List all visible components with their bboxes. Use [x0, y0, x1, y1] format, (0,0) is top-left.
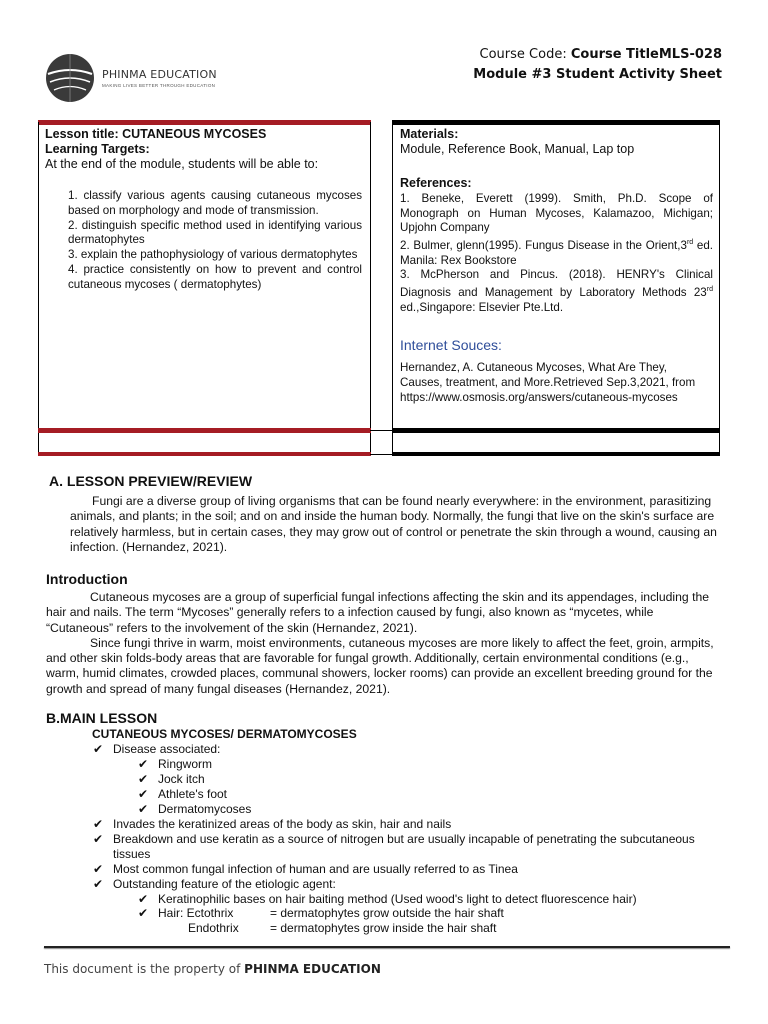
materials-label: Materials: [400, 127, 459, 141]
divider [719, 122, 720, 455]
references-label: References: [400, 176, 472, 190]
phinma-logo [44, 52, 224, 104]
footer-divider [44, 946, 730, 948]
divider [38, 122, 39, 455]
list-item: ✔ Most common fungal infection of human and are usually referred to as Tinea [93, 862, 518, 876]
check-icon: ✔ [138, 802, 149, 816]
section-b-heading: B.MAIN LESSON [46, 710, 158, 726]
list-item-definition: = dermatophytes grow outside the hair shaft [270, 906, 504, 920]
section-b-subheading: CUTANEOUS MYCOSES/ DERMATOMYCOSES [92, 727, 357, 741]
reference-item: 3. McPherson and Pincus. (2018). HENRY's Clinical Diagnosis and Management by Laboratory Methods 23rd ed.,Singapore: Elsevier Pte.Ltd. [400, 268, 713, 314]
list-item: ✔ Outstanding feature of the etiologic agent: [93, 877, 336, 891]
divider [392, 122, 393, 455]
check-icon: ✔ [138, 787, 149, 801]
list-item: ✔ Hair: Ectothrix [138, 906, 234, 920]
list-item: ✔ Keratinophilic bases on hair baiting method (Used wood's light to detect fluorescence hair) [138, 892, 637, 906]
check-icon: ✔ [93, 817, 104, 831]
list-item: ✔ Breakdown and use keratin as a source of nitrogen but are usually incapable of penetrating the subcutaneous [93, 832, 695, 846]
internet-source-citation: Hernandez, A. Cutaneous Mycoses, What Are They, Causes, treatment, and More.Retrieved Sep.3,2021, from https://www.osmosis.org/answers/cutaneous-mycoses [400, 361, 696, 404]
course-code [480, 47, 722, 62]
check-icon: ✔ [138, 757, 149, 771]
list-item-sublabel: Endothrix [188, 921, 239, 935]
check-icon: ✔ [138, 892, 149, 906]
list-item-definition: = dermatophytes grow inside the hair shaft [270, 921, 497, 935]
learning-targets-label: Learning Targets: [45, 142, 150, 156]
introduction-paragraph: Since fungi thrive in warm, moist environments, cutaneous mycoses are more likely to affect the feet, groin, armpits, and other skin folds-body areas that are favorable for fungal growth. Additionally, certain environmental conditions (e.g., warm, humid climates, crowded places, communal showers, locker rooms) can provide an excellent breeding ground for the growth and spread of many fungal diseases (Hernandez, 2021). [46, 635, 714, 696]
list-item: ✔ Dermatomycoses [138, 802, 252, 816]
divider [370, 122, 371, 455]
check-icon: ✔ [93, 832, 104, 846]
learning-targets-intro: At the end of the module, students will be able to: [45, 157, 319, 171]
references-list [400, 192, 713, 315]
materials-box-bottom-bar [392, 428, 720, 433]
logo-name: PHINMA EDUCATION [102, 68, 217, 81]
footer-owner: PHINMA EDUCATION [244, 962, 381, 976]
module-title: Module #3 Student Activity Sheet [473, 67, 722, 82]
introduction-heading: Introduction [46, 571, 128, 587]
logo-tagline: MAKING LIVES BETTER THROUGH EDUCATION [102, 83, 216, 88]
course-code-label: Course Code: [479, 47, 571, 62]
learning-target-item: 4. practice consistently on how to prevent and control cutaneous mycoses ( dermatophytes) [68, 262, 362, 291]
list-item-continuation: tissues [113, 847, 151, 861]
check-icon: ✔ [138, 906, 149, 920]
divider [370, 454, 392, 455]
list-item: ✔ Jock itch [138, 772, 205, 786]
footer-text: This document is the property of PHINMA EDUCATION [44, 962, 381, 976]
phinma-globe-icon [44, 52, 96, 104]
course-code-value: Course TitleMLS-028 [570, 47, 722, 62]
learning-target-item: 1. classify various agents causing cutaneous mycoses based on morphology and mode of transmission. [68, 189, 362, 217]
list-item: ✔ Invades the keratinized areas of the body as skin, hair and nails [93, 817, 452, 831]
check-icon: ✔ [93, 742, 104, 756]
materials-box-top-bar [392, 120, 720, 125]
learning-target-item: 2. distinguish specific method used in identifying various dermatophytes [68, 218, 362, 247]
section-a-paragraph: Fungi are a diverse group of living organisms that can be found nearly everywhere: in the environment, parasitizing animals, and plants; in the soil; and on and inside the human body. Normally, the fungi that live on the skin's surface are relatively harmless, but in certain cases, they may grow out of control or penetrate the skin through a wound, causing an infection. (Hernandez, 2021). [70, 494, 717, 554]
lesson-box-top-bar [38, 120, 371, 125]
learning-targets-list [68, 189, 362, 293]
divider [370, 430, 392, 431]
reference-item: 2. Bulmer, glenn(1995). Fungus Disease in the Orient,3rd ed. Manila: Rex Bookstore [400, 238, 713, 267]
list-item: ✔ Ringworm [138, 757, 213, 771]
internet-sources-label: Internet Souces: [400, 337, 502, 353]
reference-item: 1. Beneke, Everett (1999). Smith, Ph.D. Scope of Monograph on Human Mycoses, Kalamazoo, Michigan; Upjohn Company [400, 192, 713, 235]
check-icon: ✔ [93, 862, 104, 876]
lesson-box-bottom-bar [38, 428, 371, 433]
list-item: ✔ Disease associated: [93, 742, 221, 756]
lesson-box-footer-bar [38, 452, 371, 456]
materials-text: Module, Reference Book, Manual, Lap top [400, 142, 635, 156]
materials-box-footer-bar [392, 452, 720, 456]
learning-target-item: 3. explain the pathophysiology of various dermatophytes [68, 248, 358, 262]
introduction-paragraph: Cutaneous mycoses are a group of superficial fungal infections affecting the skin and its appendages, including the hair and nails. The term “Mycoses” generally refers to a infection caused by fungi, also known as “mycetes, while “Cutaneous” refers to the involvement of the skin (Hernandez, 2021). [46, 590, 710, 635]
check-icon: ✔ [138, 772, 149, 786]
introduction-body [46, 590, 720, 697]
list-item: ✔ Athlete's foot [138, 787, 227, 801]
lesson-title: Lesson title: CUTANEOUS MYCOSES [45, 127, 267, 141]
section-a-heading: A. LESSON PREVIEW/REVIEW [49, 473, 253, 489]
check-icon: ✔ [93, 877, 104, 891]
